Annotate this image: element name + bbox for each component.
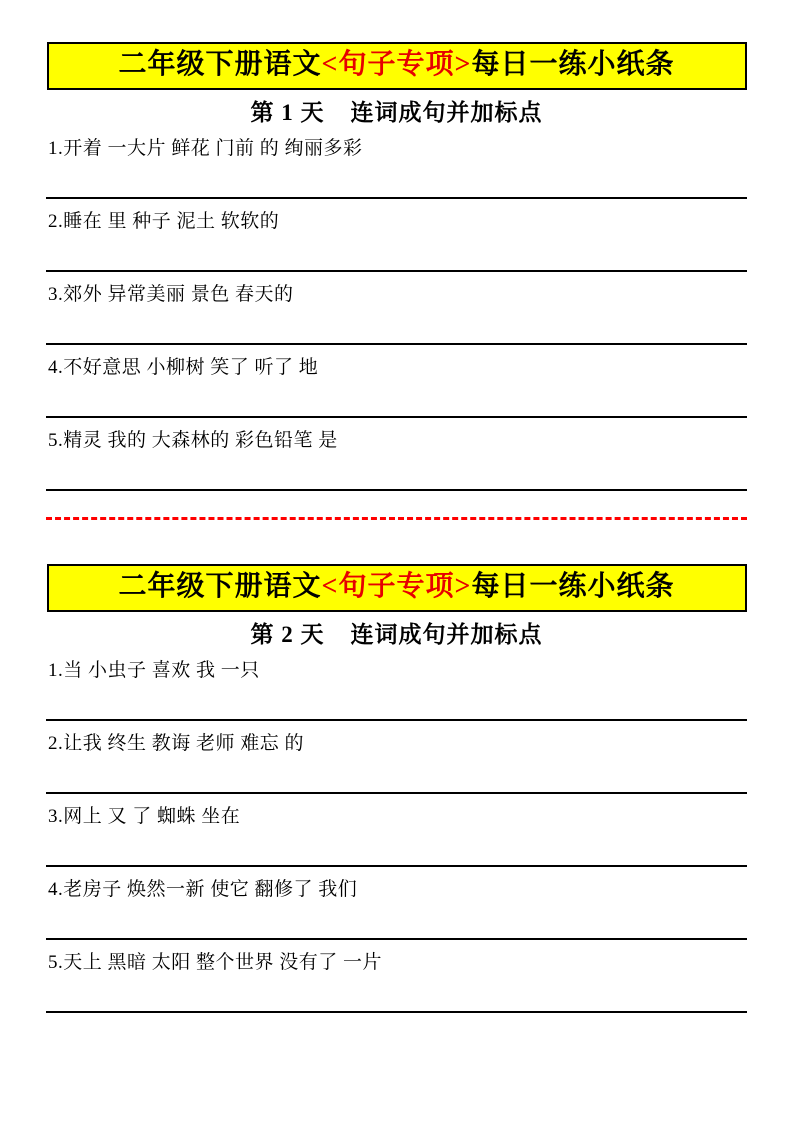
answer-rule <box>46 270 747 272</box>
item-text: 5.天上 黑暗 太阳 整个世界 没有了 一片 <box>48 952 383 973</box>
subtitle-task-2: 连词成句并加标点 <box>350 622 543 647</box>
list-item <box>46 136 747 209</box>
list-item <box>46 658 747 731</box>
list-item <box>46 804 747 877</box>
answer-rule <box>46 1011 747 1013</box>
list-item <box>46 355 747 428</box>
list-item <box>46 282 747 355</box>
banner-segment-black-left-2: 二年级下册语文 <box>118 571 322 602</box>
banner-line-2 <box>49 571 745 603</box>
list-item <box>46 877 747 950</box>
banner-segment-black-right-1: 每日一练小纸条 <box>471 49 675 80</box>
worksheet-day-2 <box>0 520 793 1023</box>
answer-rule <box>46 792 747 794</box>
worksheet-banner-2 <box>47 564 747 612</box>
item-text: 2.睡在 里 种子 泥土 软软的 <box>48 211 280 232</box>
banner-line-1 <box>49 49 745 81</box>
list-item <box>46 428 747 501</box>
subtitle-day-1: 第 1 天 <box>250 100 325 125</box>
item-text: 3.网上 又 了 蜘蛛 坐在 <box>48 806 241 827</box>
answer-rule <box>46 719 747 721</box>
answer-rule <box>46 489 747 491</box>
list-item <box>46 209 747 282</box>
worksheet-day-1 <box>0 0 793 501</box>
item-text: 1.当 小虫子 喜欢 我 一只 <box>48 660 260 681</box>
banner-segment-red-2: <句子专项> <box>321 571 472 602</box>
banner-segment-red-1: <句子专项> <box>321 49 472 80</box>
item-text: 4.不好意思 小柳树 笑了 听了 地 <box>48 357 319 378</box>
worksheet-subtitle-2 <box>46 620 747 650</box>
list-item <box>46 731 747 804</box>
banner-segment-black-right-2: 每日一练小纸条 <box>471 571 675 602</box>
item-text: 1.开着 一大片 鲜花 门前 的 绚丽多彩 <box>48 138 363 159</box>
worksheet-items-2 <box>46 658 747 1023</box>
item-text: 3.郊外 异常美丽 景色 春天的 <box>48 284 294 305</box>
item-text: 5.精灵 我的 大森林的 彩色铅笔 是 <box>48 430 338 451</box>
answer-rule <box>46 865 747 867</box>
banner-segment-black-left-1: 二年级下册语文 <box>118 49 322 80</box>
subtitle-day-2: 第 2 天 <box>250 622 325 647</box>
answer-rule <box>46 416 747 418</box>
subtitle-task-1: 连词成句并加标点 <box>350 100 543 125</box>
worksheet-items-1 <box>46 136 747 501</box>
answer-rule <box>46 197 747 199</box>
worksheet-banner-1 <box>47 42 747 90</box>
answer-rule <box>46 343 747 345</box>
item-text: 2.让我 终生 教诲 老师 难忘 的 <box>48 733 305 754</box>
worksheet-subtitle-1 <box>46 98 747 128</box>
item-text: 4.老房子 焕然一新 使它 翻修了 我们 <box>48 879 358 900</box>
answer-rule <box>46 938 747 940</box>
list-item <box>46 950 747 1023</box>
bottom-spacer <box>0 1023 793 1043</box>
